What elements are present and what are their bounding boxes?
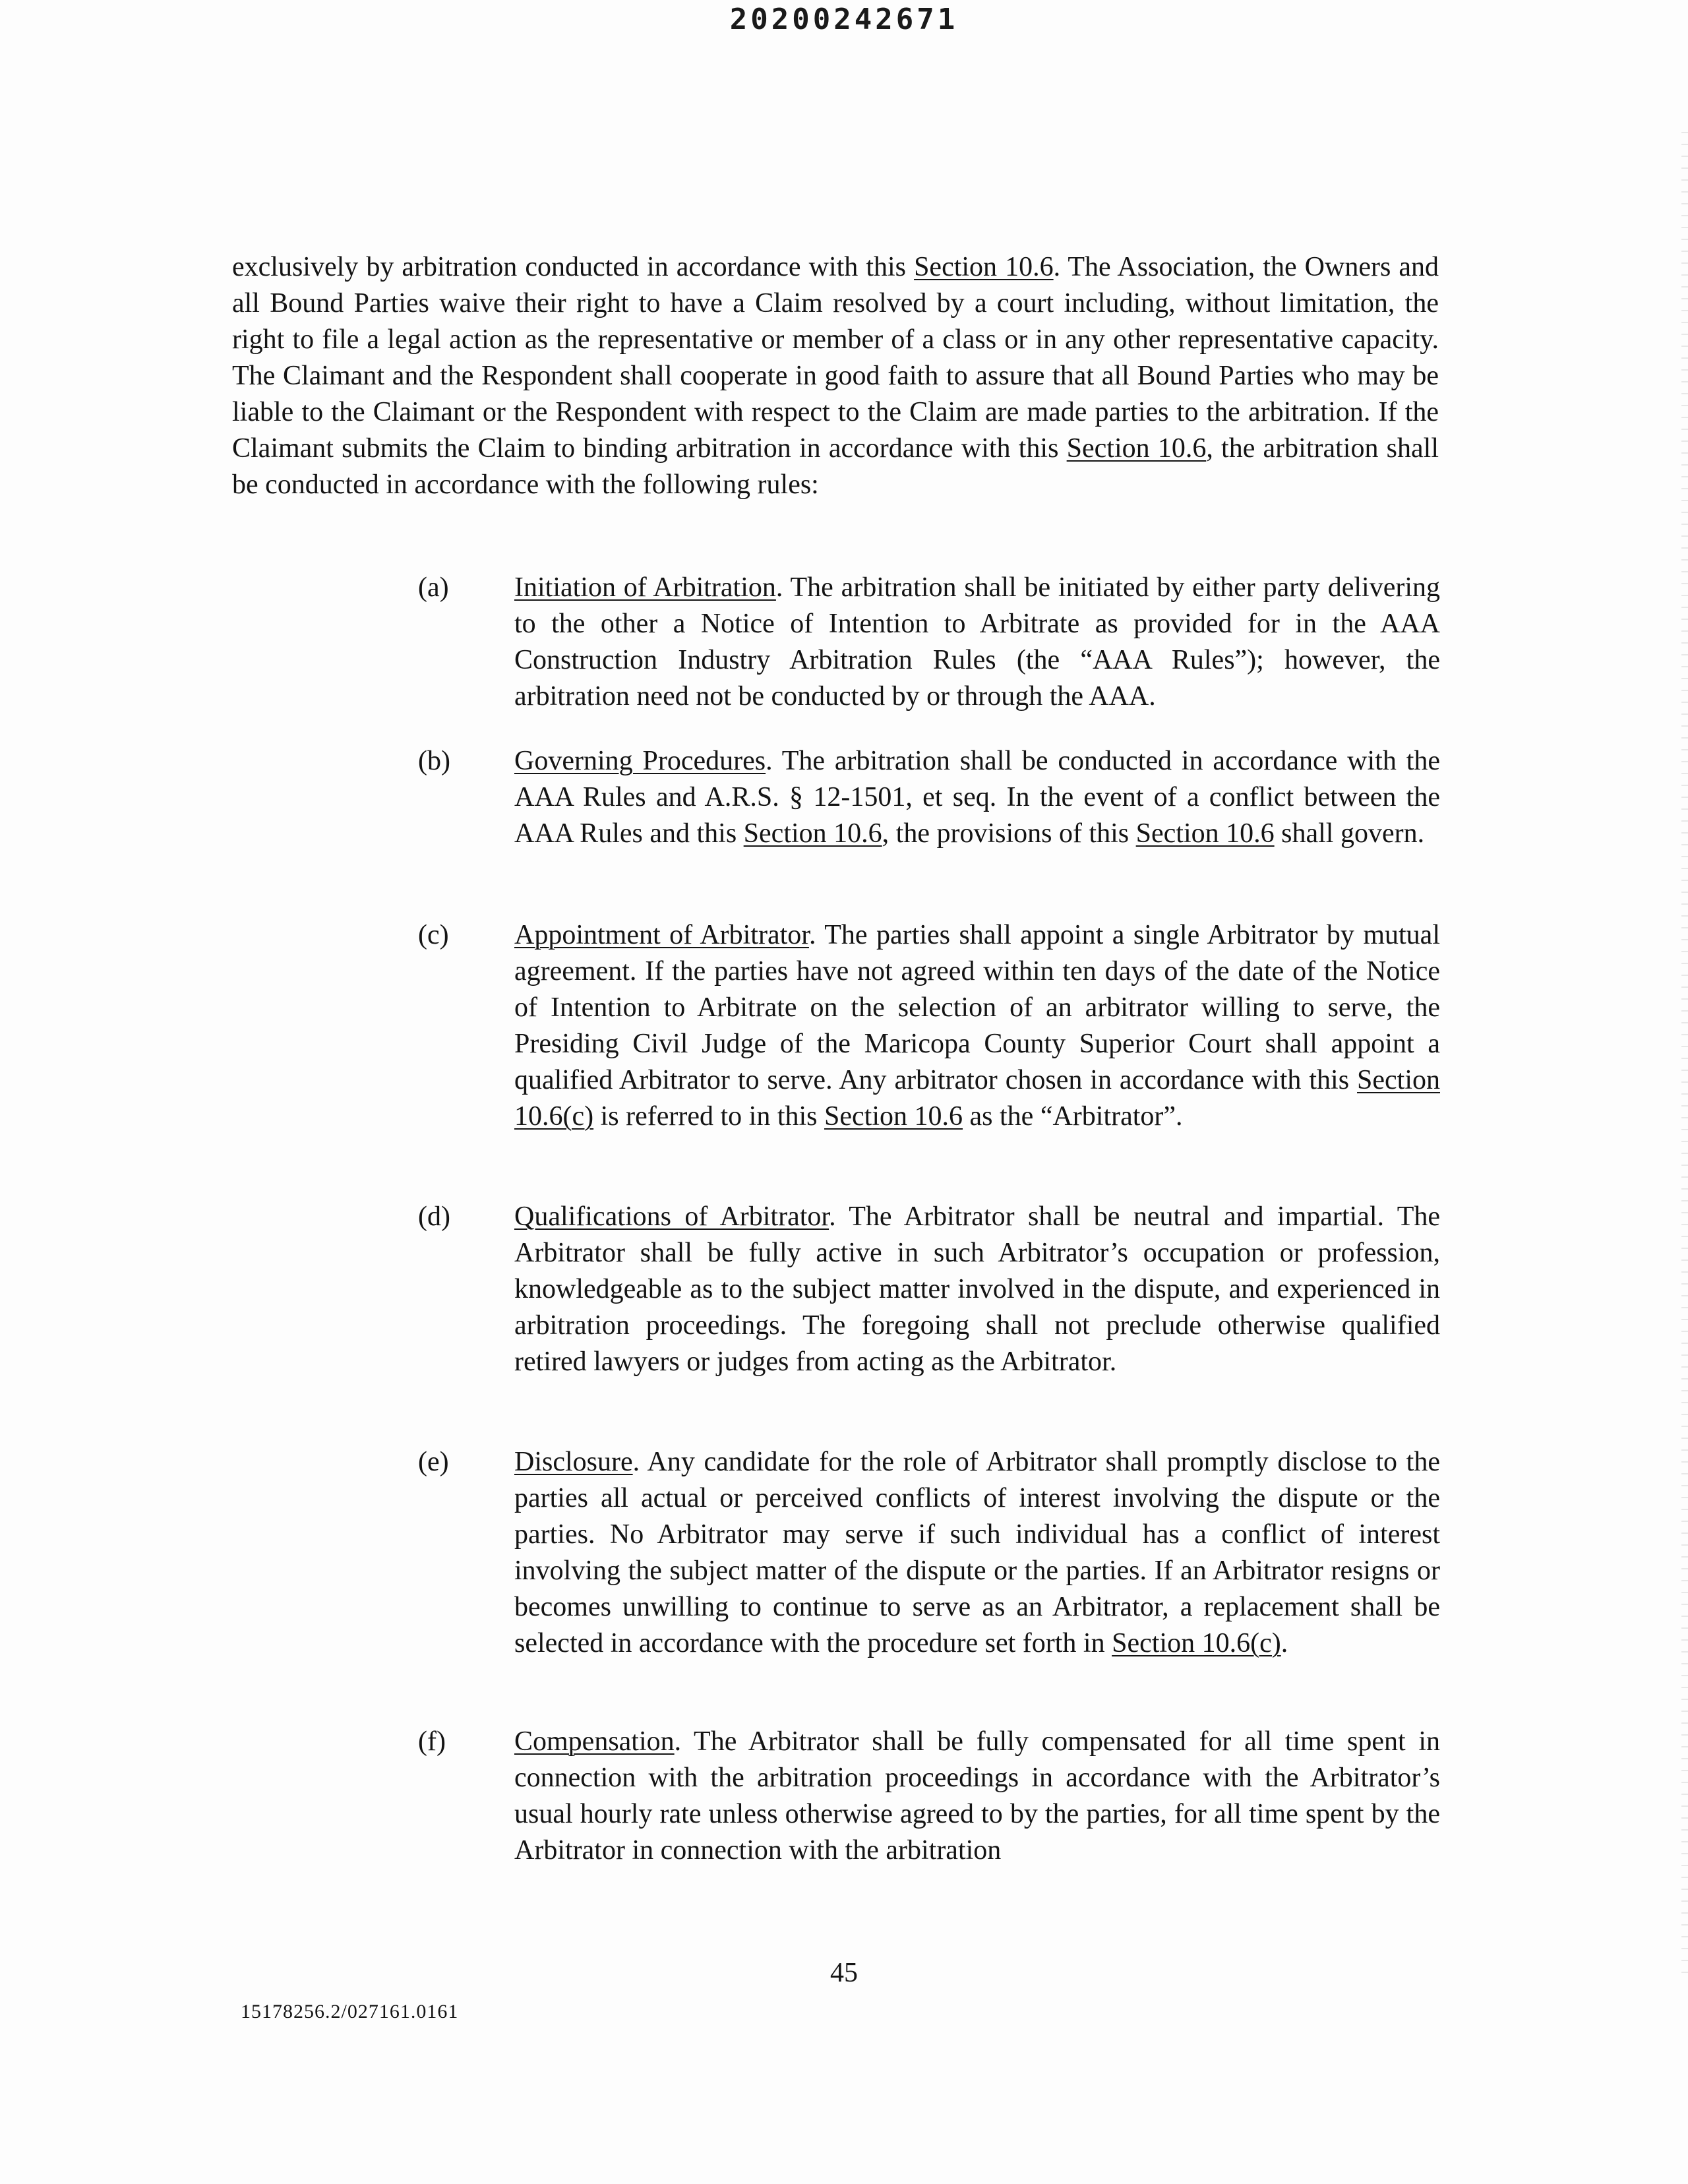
section-reference: Section 10.6(c)	[514, 1065, 1440, 1132]
intro-text-2: . The Association, the Owners and all Bound Parties waive their right to have a Claim resolved by a court including, without limitation, the right to file a legal action as the representative or member of a class or in any other representative capacity. The Claimant and the Respondent shall cooperate in good faith to assure that all Bound Parties who may be liable to the Claimant or the Respondent with respect to the Claim are made parties to the arbitration. If the Claimant submits the Claim to binding arbitration in accordance with this	[232, 252, 1439, 464]
item-body-3: shall govern.	[1274, 818, 1425, 849]
item-body: . The arbitration shall be initiated by either party delivering to the other a Notice of Intention to Arbitrate as provided for in the AAA Construction Industry Arbitration Rules (the “AAA Rules”); however, the arbitration need not be conducted by or through the AAA.	[514, 572, 1441, 712]
item-text	[514, 1199, 1440, 1380]
item-body-3: as the “Arbitrator”.	[963, 1101, 1183, 1132]
item-label: (b)	[418, 746, 450, 776]
section-reference: Section 10.6(c)	[1112, 1628, 1281, 1658]
section-reference: Section 10.6	[1135, 818, 1275, 849]
section-reference: Section 10.6	[914, 252, 1054, 282]
item-heading: Initiation of Arbitration	[514, 572, 776, 603]
item-text	[514, 570, 1440, 715]
item-body: . The Arbitrator shall be neutral and impartial. The Arbitrator shall be fully active in such Arbitrator’s occupation or profession, knowledgeable as to the subject matter involved in the dispute, and experienced in arbitration proceedings. The foregoing shall not preclude otherwise qualified retired lawyers or judges from acting as the Arbitrator.	[514, 1201, 1440, 1377]
section-reference: Section 10.6	[824, 1101, 963, 1132]
page-number: 45	[830, 1958, 858, 1988]
item-label: (c)	[418, 920, 449, 950]
item-text	[514, 917, 1440, 1135]
item-body-2: , the provisions of this	[882, 818, 1136, 849]
item-body-1: . The parties shall appoint a single Arbitrator by mutual agreement. If the parties have not agreed within ten days of the date of the Notice of Intention to Arbitrate on the selection of an arbitrator willing to serve, the Presiding Civil Judge of the Maricopa County Superior Court shall appoint a qualified Arbitrator to serve. Any arbitrator chosen in accordance with this	[514, 920, 1440, 1095]
item-label: (d)	[418, 1201, 450, 1232]
item-text	[514, 743, 1440, 852]
item-body-2: is referred to in this	[593, 1101, 825, 1132]
footer-document-id: 15178256.2/027161.0161	[241, 2001, 459, 2022]
item-heading: Appointment of Arbitrator	[514, 920, 809, 950]
intro-text-1: exclusively by arbitration conducted in accordance with this	[232, 252, 915, 282]
item-label: (f)	[418, 1726, 446, 1757]
item-label: (a)	[418, 572, 449, 603]
document-number: 20200242671	[729, 3, 959, 36]
item-body: . The Arbitrator shall be fully compensated for all time spent in connection with the arbitration proceedings in accordance with the Arbitrator’s usual hourly rate unless otherwise agreed to by the parties, for all time spent by the Arbitrator in connection with the arbitration	[514, 1726, 1440, 1866]
item-heading: Disclosure	[514, 1447, 633, 1477]
item-body-1: . Any candidate for the role of Arbitrator shall promptly disclose to the parties all actual or perceived conflicts of interest involving the dispute or the parties. No Arbitrator may serve if such individual has a conflict of interest involving the subject matter of the dispute or the parties. If an Arbitrator resigns or becomes unwilling to continue to serve as an Arbitrator, a replacement shall be selected in accordance with the procedure set forth in	[514, 1447, 1440, 1658]
item-text	[514, 1724, 1440, 1869]
scan-margin-marks	[1681, 132, 1688, 1978]
section-reference: Section 10.6	[1066, 433, 1207, 464]
intro-paragraph	[232, 249, 1439, 503]
intro-text-3: , the arbitration shall be conducted in accordance with the following rules:	[232, 433, 1439, 500]
item-body-1: . The arbitration shall be conducted in accordance with the AAA Rules and A.R.S. § 12-1501, et seq. In the event of a conflict between the AAA Rules and this	[514, 746, 1440, 849]
item-heading: Qualifications of Arbitrator	[514, 1201, 829, 1232]
section-reference: Section 10.6	[743, 818, 882, 849]
item-label: (e)	[418, 1447, 449, 1477]
item-body-2: .	[1281, 1628, 1288, 1658]
item-text	[514, 1444, 1440, 1662]
item-heading: Compensation	[514, 1726, 675, 1757]
item-heading: Governing Procedures	[514, 746, 766, 776]
